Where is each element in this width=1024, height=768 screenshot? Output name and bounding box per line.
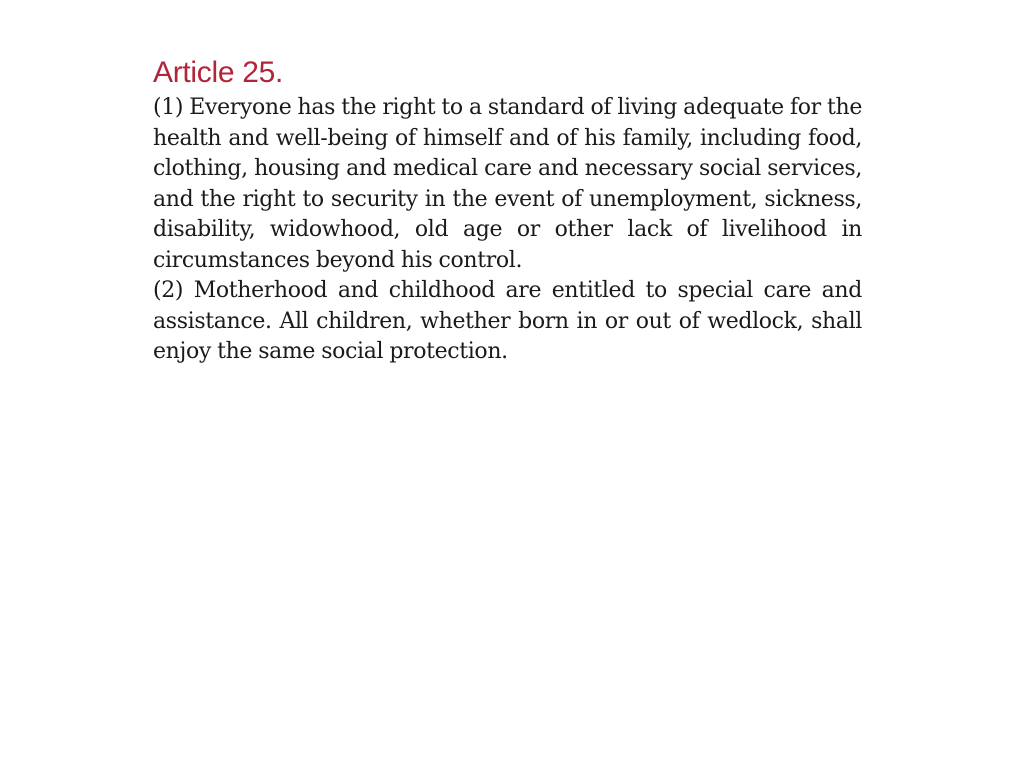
article-title: Article 25.	[153, 56, 284, 89]
article-paragraph-2: (2) Motherhood and childhood are entitled to special care and assistance. All children, whether born in or out of wedlock, shall enjoy the same social protection.	[153, 278, 862, 364]
article-paragraph-1: (1) Everyone has the right to a standard of living adequate for the health and well-being of himself and of his family, including food, clothing, housing and medical care and necessary social services, and the right to security in the event of unemployment, sickness, disability, widowhood, old age or other lack of livelihood in circumstances beyond his control.	[153, 95, 862, 273]
document-page	[153, 55, 862, 368]
